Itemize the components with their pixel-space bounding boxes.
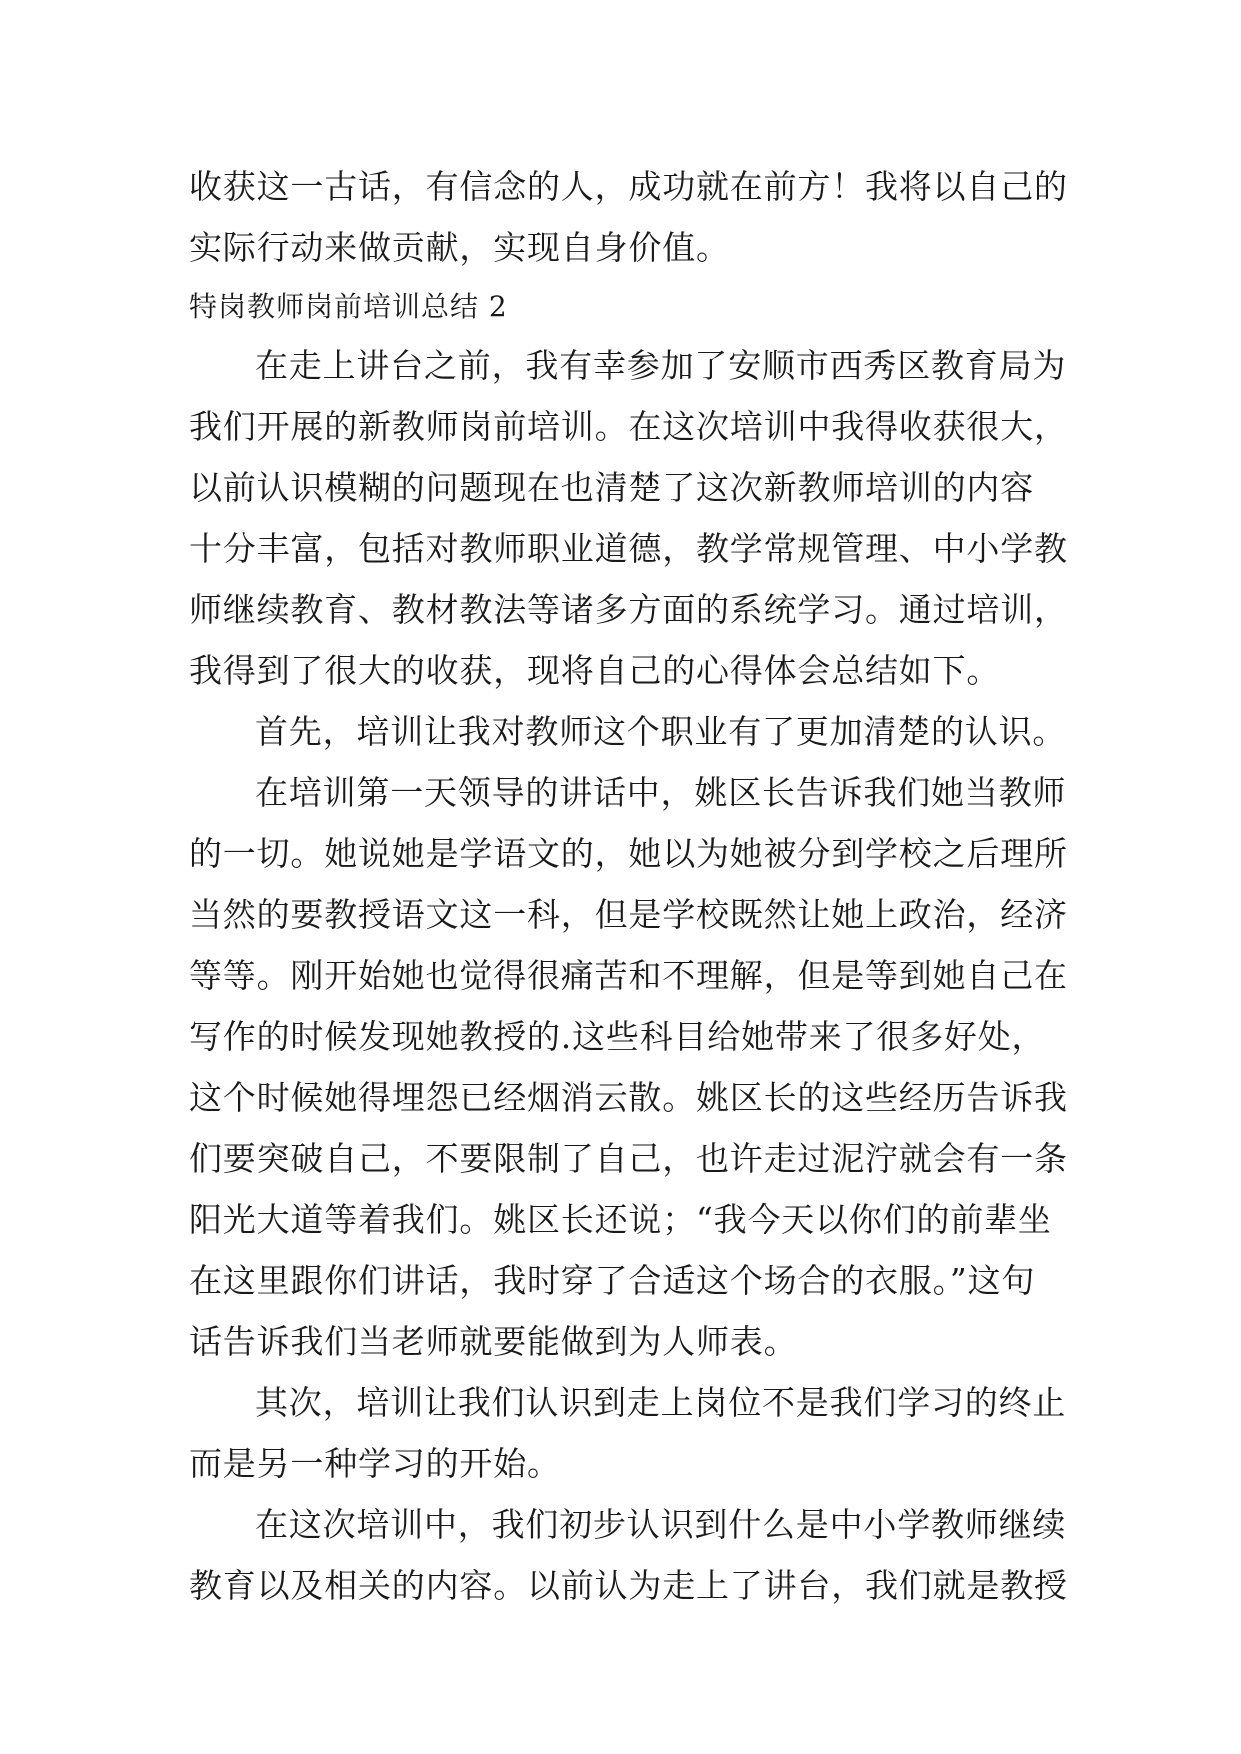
section-title: 特岗教师岗前培训总结 2 — [189, 290, 508, 323]
text-line: 的一切。她说她是学语文的，她以为她被分到学校之后理所 — [189, 834, 1068, 873]
text-line: 阳光大道等着我们。姚区长还说；“我今天以你们的前辈坐 — [189, 1200, 1052, 1239]
text-line: 实际行动来做贡献，实现自身价值。 — [189, 228, 730, 267]
document-body — [189, 156, 1089, 1616]
text-line: 等等。刚开始她也觉得很痛苦和不理解，但是等到她自己在 — [189, 956, 1068, 995]
text-line: 师继续教育、教材教法等诸多方面的系统学习。通过培训， — [189, 590, 1068, 629]
text-line: 十分丰富，包括对教师职业道德，教学常规管理、中小学教 — [189, 529, 1068, 568]
text-line: 这个时候她得埋怨已经烟消云散。姚区长的这些经历告诉我 — [189, 1078, 1068, 1117]
text-line: 而是另一种学习的开始。 — [189, 1444, 561, 1483]
text-line: 收获这一古话，有信念的人，成功就在前方！我将以自己的 — [189, 167, 1068, 206]
text-line: 其次，培训让我们认识到走上岗位不是我们学习的终止 — [255, 1383, 1067, 1422]
text-line: 我们开展的新教师岗前培训。在这次培训中我得收获很大， — [189, 407, 1068, 446]
text-line: 在这里跟你们讲话，我时穿了合适这个场合的衣服。”这句 — [189, 1261, 1036, 1300]
text-line: 以前认识模糊的问题现在也清楚了这次新教师培训的内容 — [189, 468, 1034, 507]
text-line: 话告诉我们当老师就要能做到为人师表。 — [189, 1322, 798, 1361]
text-line: 们要突破自己，不要限制了自己，也许走过泥泞就会有一条 — [189, 1139, 1068, 1178]
text-line: 我得到了很大的收获，现将自己的心得体会总结如下。 — [189, 651, 1001, 690]
text-line: 在这次培训中，我们初步认识到什么是中小学教师继续 — [255, 1505, 1067, 1544]
text-line: 教育以及相关的内容。以前认为走上了讲台，我们就是教授 — [189, 1566, 1068, 1605]
text-line: 写作的时候发现她教授的.这些科目给她带来了很多好处， — [189, 1017, 1046, 1056]
text-line: 在培训第一天领导的讲话中，姚区长告诉我们她当教师 — [255, 773, 1067, 812]
text-line: 当然的要教授语文这一科，但是学校既然让她上政治，经济 — [189, 895, 1068, 934]
text-line: 首先，培训让我对教师这个职业有了更加清楚的认识。 — [255, 712, 1067, 751]
text-line: 在走上讲台之前，我有幸参加了安顺市西秀区教育局为 — [255, 346, 1067, 385]
